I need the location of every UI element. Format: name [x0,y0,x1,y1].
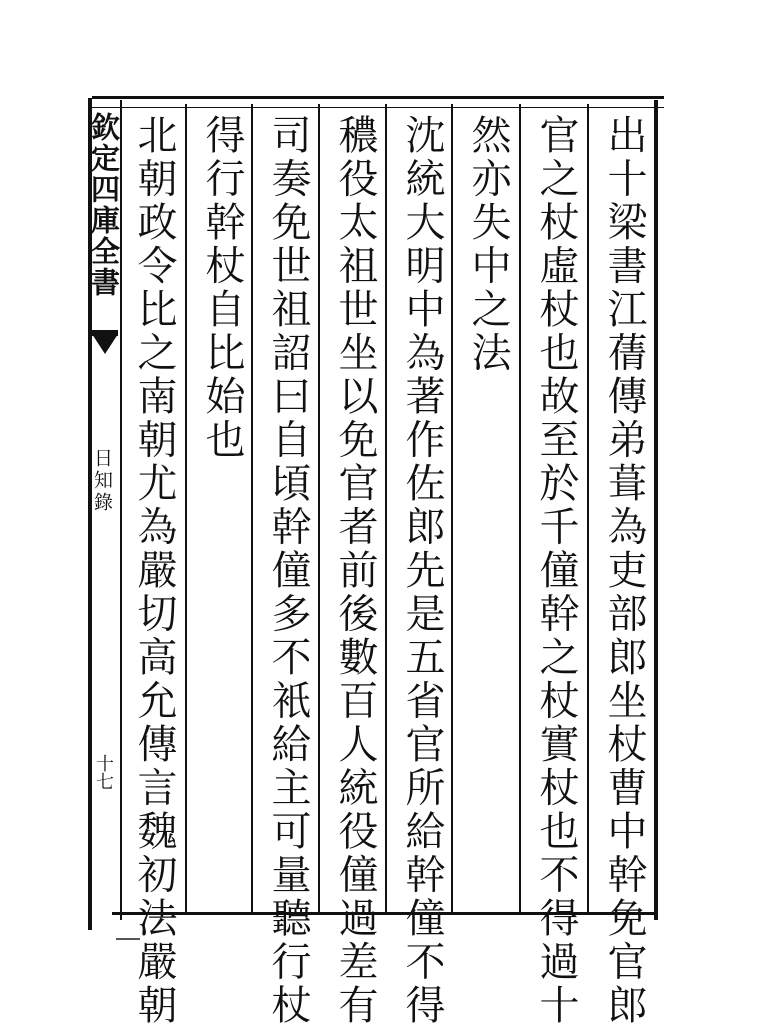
text-column-5 [321,102,389,1028]
column-text: 司奏免世祖詔曰自頃幹僮多不衹給主可量聽行杖 [265,114,311,1028]
text-column-6 [254,102,322,1028]
book-title: 欽定四庫全書 [87,112,121,298]
column-text: 得行幹杖自比始也 [199,114,245,462]
column-text: 官之杖虛杖也故至於千僮幹之杖實杖也不得過十 [533,114,579,1028]
page-number: 十七 [93,754,114,790]
text-column-7 [188,102,256,912]
section-title: 日知錄 [91,448,113,514]
text-column-1 [590,102,658,1028]
text-column-3 [454,102,522,912]
column-text: 北朝政令比之南朝尤為嚴切高允傳言魏初法嚴朝 [131,114,177,1028]
text-column-8 [120,102,188,1028]
column-text: 穠役太祖世坐以免官者前後數百人統役僮過差有 [332,114,378,1028]
text-column-4 [388,102,456,1028]
column-text: 出十梁書江蒨傳弟葺為吏部郎坐杖曹中幹免官郎 [601,114,647,1028]
fish-tail-mark [92,334,118,354]
column-text: 沈統大明中為著作佐郎先是五省官所給幹僮不得 [399,114,445,1028]
text-column-2 [522,102,590,1028]
column-text: 然亦失中之法 [465,114,511,375]
